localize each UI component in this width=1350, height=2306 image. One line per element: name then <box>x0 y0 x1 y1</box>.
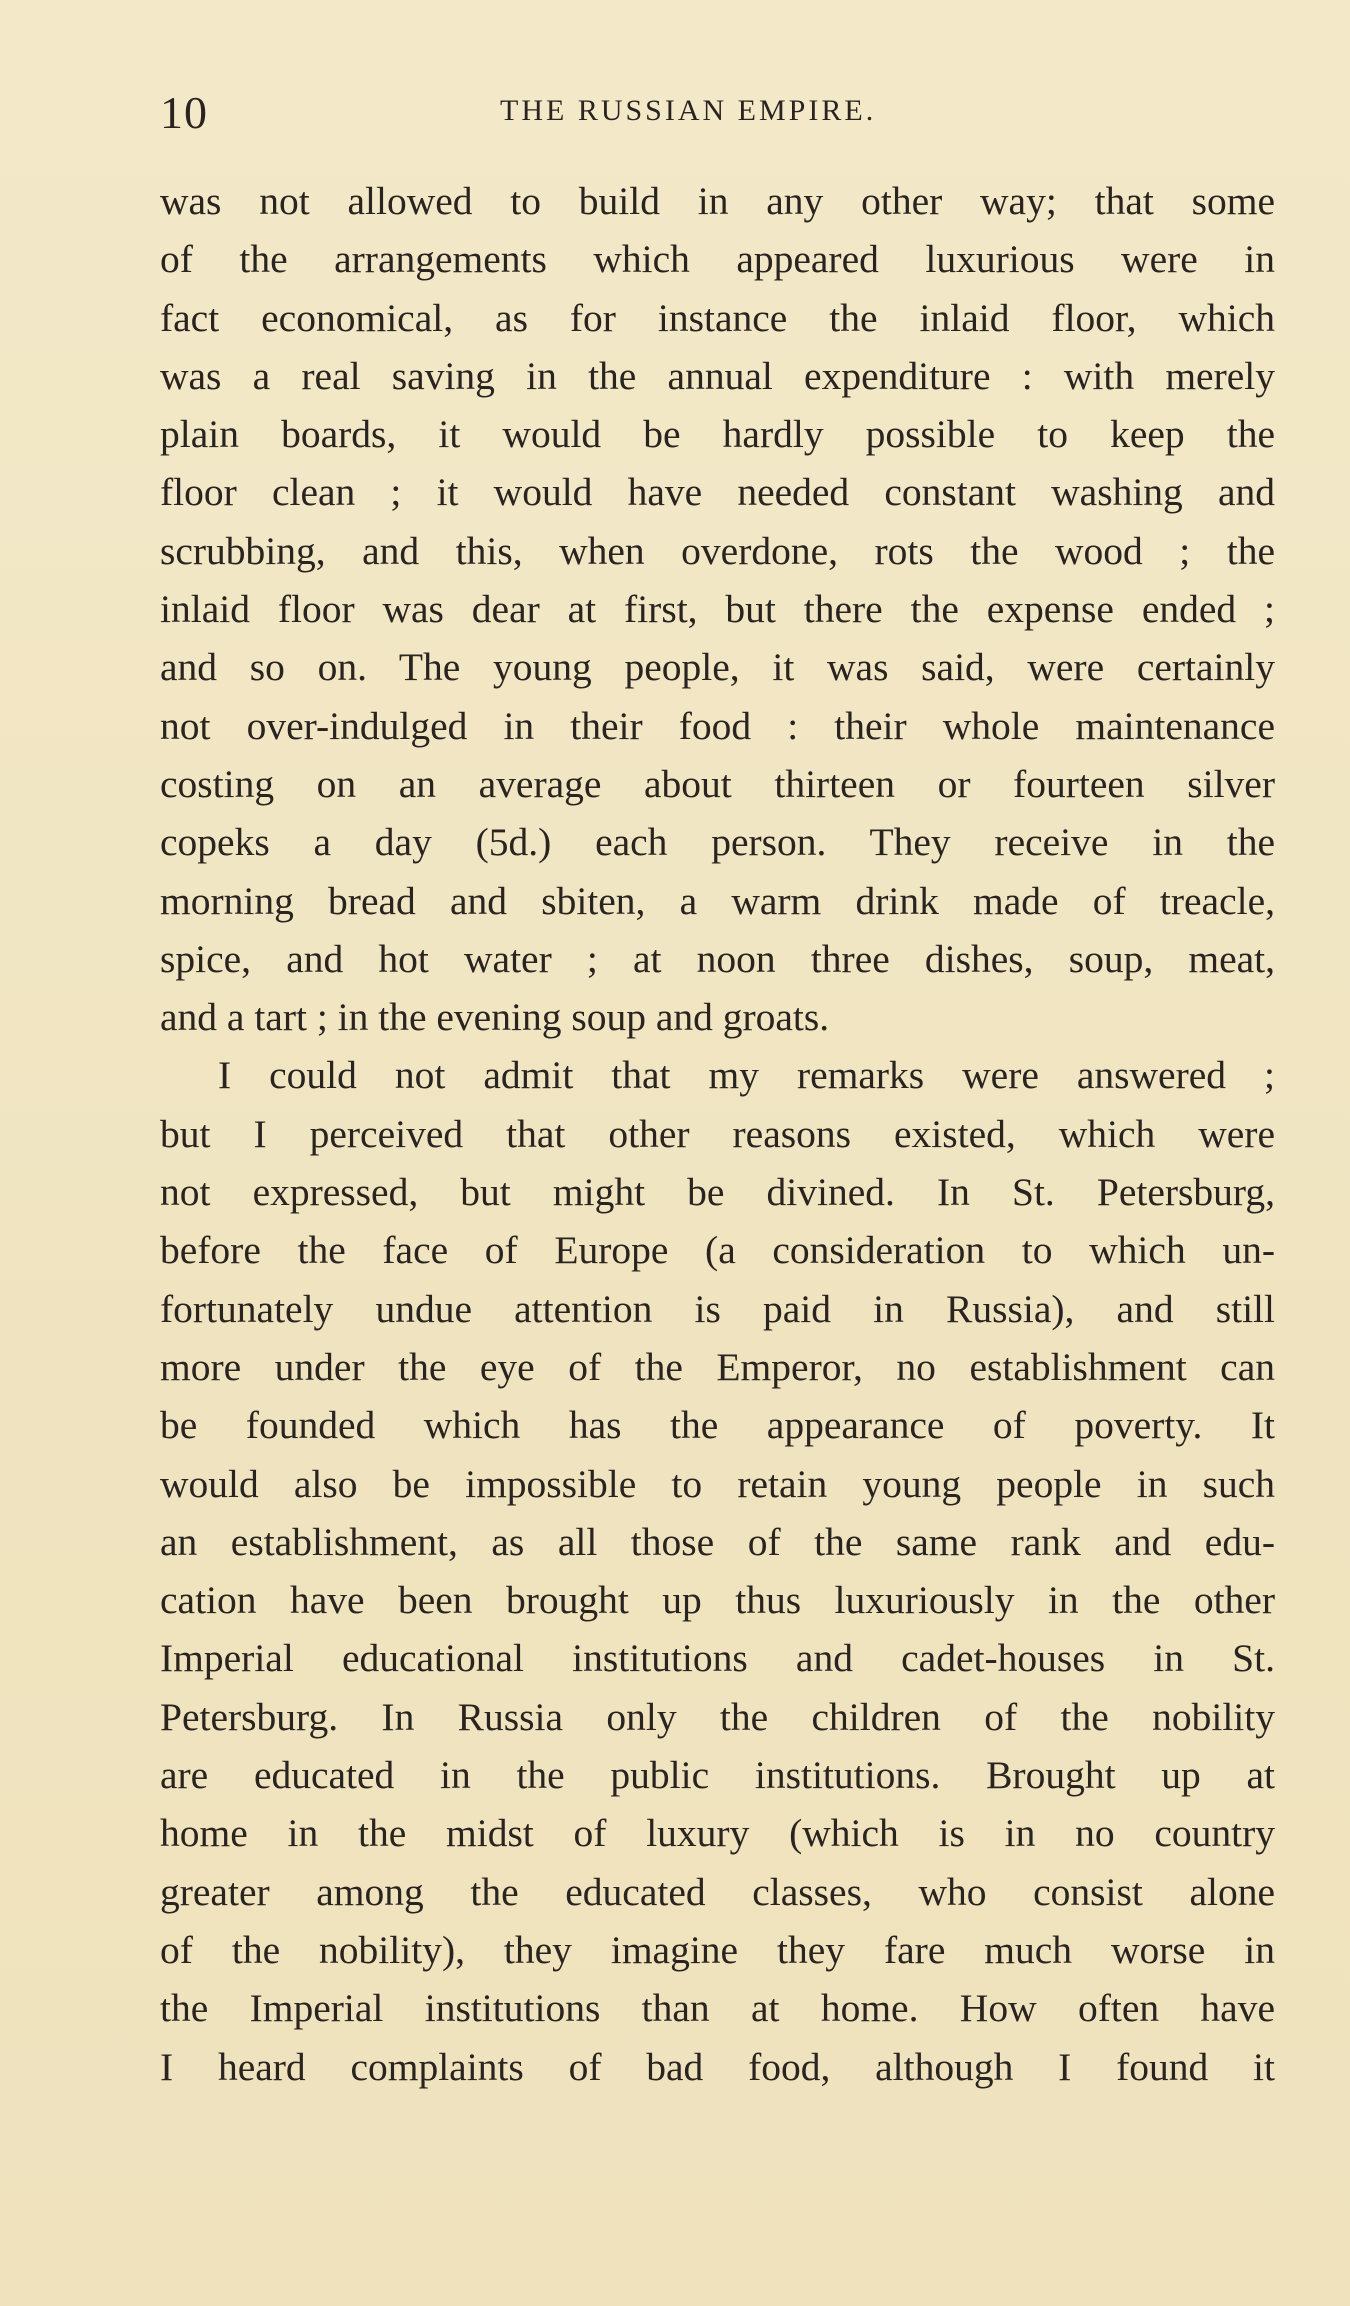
text-line: copeks a day (5d.) each person. They receive in the <box>160 820 1275 865</box>
text-line: Imperial educational institutions and cadet-houses in St. <box>160 1636 1275 1681</box>
text-line: of the nobility), they imagine they fare much worse in <box>160 1927 1275 1972</box>
text-line: more under the eye of the Emperor, no establishment can <box>160 1344 1275 1389</box>
text-line: and so on. The young people, it was said, were certainly <box>160 645 1275 690</box>
text-line: home in the midst of luxury (which is in no country <box>160 1811 1275 1856</box>
text-line: was not allowed to build in any other way; that some <box>160 179 1275 223</box>
running-head: THE RUSSIAN EMPIRE. <box>500 94 877 127</box>
text-line: be founded which has the appearance of poverty. It <box>160 1403 1275 1448</box>
text-line: morning bread and sbiten, a warm drink made of treacle, <box>160 878 1275 923</box>
text-line: and a tart ; in the evening soup and groats. <box>160 995 830 1040</box>
text-line: scrubbing, and this, when overdone, rots the wood ; the <box>160 528 1275 573</box>
text-line: floor clean ; it would have needed constant washing and <box>160 470 1275 515</box>
text-line: before the face of Europe (a consideration to which un- <box>160 1228 1275 1273</box>
text-line: fact economical, as for instance the inlaid floor, which <box>160 295 1275 340</box>
text-line: costing on an average about thirteen or fourteen silver <box>160 761 1275 806</box>
text-line: greater among the educated classes, who consist alone <box>160 1869 1275 1914</box>
text-line: are educated in the public institutions. Brought up at <box>160 1753 1275 1798</box>
text-line: of the arrangements which appeared luxurious were in <box>160 237 1275 282</box>
text-line: the Imperial institutions than at home. How often have <box>160 1986 1275 2031</box>
text-line: I could not admit that my remarks were answered ; <box>218 1053 1275 1098</box>
text-line: an establishment, as all those of the same rank and edu- <box>160 1519 1275 1564</box>
text-line: Petersburg. In Russia only the children of the nobility <box>160 1694 1275 1739</box>
text-line: cation have been brought up thus luxuriously in the other <box>160 1578 1275 1623</box>
text-line: inlaid floor was dear at first, but there the expense ended ; <box>160 587 1275 632</box>
text-line: spice, and hot water ; at noon three dishes, soup, meat, <box>160 936 1275 981</box>
page-header <box>160 86 1280 146</box>
text-line: I heard complaints of bad food, although I found it <box>160 2044 1275 2089</box>
body-text <box>160 172 1275 2096</box>
text-line: fortunately undue attention is paid in Russia), and still <box>160 1286 1275 1331</box>
text-line: would also be impossible to retain young people in such <box>160 1461 1275 1506</box>
text-line: but I perceived that other reasons existed, which were <box>160 1111 1275 1156</box>
text-line: not expressed, but might be divined. In St. Petersburg, <box>160 1170 1275 1215</box>
text-line: plain boards, it would be hardly possible to keep the <box>160 412 1275 457</box>
text-line: not over-indulged in their food : their whole maintenance <box>160 703 1275 748</box>
text-line: was a real saving in the annual expenditure : with merely <box>160 353 1275 398</box>
page-number: 10 <box>160 87 208 138</box>
